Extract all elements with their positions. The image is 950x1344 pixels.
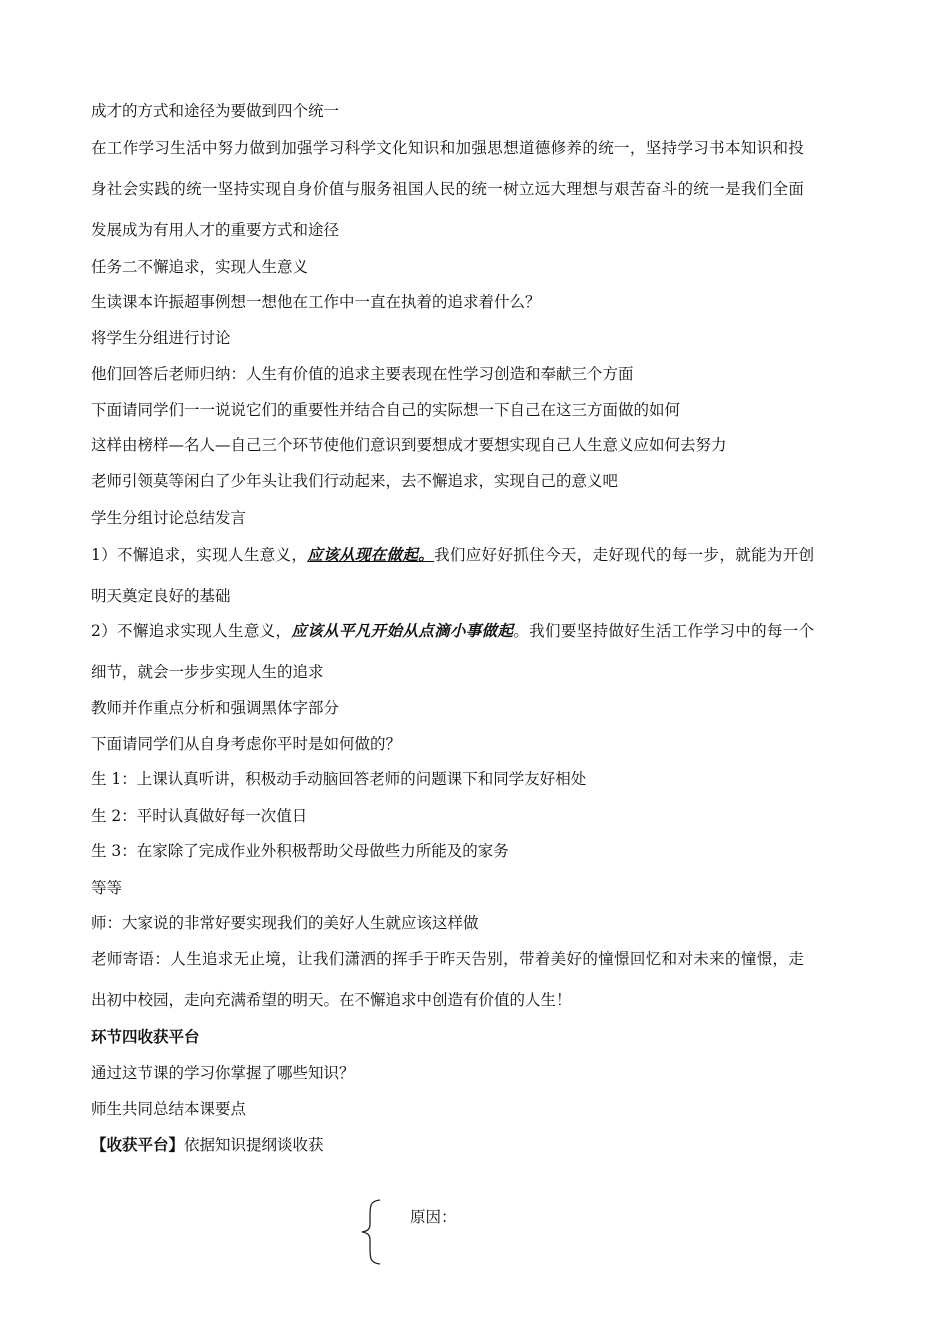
task-heading: 任务二不懈追求，实现人生意义 bbox=[91, 258, 309, 276]
text-line: 明天奠定良好的基础 bbox=[91, 587, 231, 605]
text-line: 生 3：在家除了完成作业外积极帮助父母做些力所能及的家务 bbox=[91, 842, 509, 860]
text-line: 细节，就会一步步实现人生的追求 bbox=[91, 663, 324, 681]
text-line: 成才的方式和途径为要做到四个统一 bbox=[91, 102, 340, 120]
text-line: 下面请同学们一一说说它们的重要性并结合自己的实际想一下自己在这三方面做的如何 bbox=[91, 401, 681, 419]
harvest-text: 依据知识提纲谈收获 bbox=[184, 1136, 324, 1154]
harvest-line bbox=[91, 1134, 870, 1156]
text-line: 下面请同学们从自身考虑你平时是如何做的？ bbox=[91, 735, 402, 753]
text-line: 等等 bbox=[91, 879, 123, 897]
text-line: 老师寄语：人生追求无止境，让我们潇洒的挥手于昨天告别，带着美好的憧憬回忆和对未来的憧憬，走 bbox=[91, 950, 805, 968]
point-2-prefix: 2）不懈追求实现人生意义， bbox=[91, 622, 292, 640]
text-line: 学生分组讨论总结发言 bbox=[91, 509, 247, 527]
harvest-label: 【收获平台】 bbox=[91, 1135, 185, 1154]
text-line: 在工作学习生活中努力做到加强学习科学文化知识和加强思想道德修养的统一，坚持学习书本知识和投 bbox=[91, 139, 805, 157]
point-1-text: 我们应好好抓住今天，走好现代的每一步，就能为开创 bbox=[434, 546, 815, 564]
point-1-emphasis: 应该从现在做起。 bbox=[307, 545, 435, 564]
text-line: 出初中校园，走向充满希望的明天。在不懈追求中创造有价值的人生！ bbox=[91, 991, 572, 1009]
text-line: 师生共同总结本课要点 bbox=[91, 1100, 247, 1118]
text-line: 师：大家说的非常好要实现我们的美好人生就应该这样做 bbox=[91, 914, 479, 932]
text-line: 通过这节课的学习你掌握了哪些知识？ bbox=[91, 1064, 355, 1082]
text-line: 生 1：上课认真听讲，积极动手动脑回答老师的问题课下和同学友好相处 bbox=[91, 770, 587, 788]
point-1-prefix: 1）不懈追求，实现人生意义， bbox=[91, 546, 308, 564]
point-2-emphasis: 应该从平凡开始从点滴小事做起 bbox=[291, 621, 514, 640]
text-line: 发展成为有用人才的重要方式和途径 bbox=[91, 221, 340, 239]
point-1-line bbox=[91, 544, 870, 566]
left-brace-icon bbox=[358, 1198, 388, 1266]
section-heading: 环节四收获平台 bbox=[91, 1027, 200, 1046]
text-line: 他们回答后老师归纳：人生有价值的追求主要表现在性学习创造和奉献三个方面 bbox=[91, 365, 634, 383]
text-line: 这样由榜样—名人—自己三个环节使他们意识到要想成才要想实现自己人生意义应如何去努力 bbox=[91, 436, 727, 454]
outline-label-reason: 原因： bbox=[410, 1208, 457, 1226]
text-line: 老师引领莫等闲白了少年头让我们行动起来，去不懈追求，实现自己的意义吧 bbox=[91, 472, 619, 490]
text-line: 生读课本许振超事例想一想他在工作中一直在执着的追求着什么？ bbox=[91, 293, 541, 311]
text-line: 身社会实践的统一坚持实现自身价值与服务祖国人民的统一树立远大理想与艰苦奋斗的统一是我们全面 bbox=[91, 180, 805, 198]
point-2-line bbox=[91, 620, 870, 642]
point-2-text: 。我们要坚持做好生活工作学习中的每一个 bbox=[513, 622, 815, 640]
text-line: 生 2：平时认真做好每一次值日 bbox=[91, 807, 308, 825]
text-line: 将学生分组进行讨论 bbox=[91, 329, 231, 347]
text-line: 教师并作重点分析和强调黑体字部分 bbox=[91, 699, 340, 717]
